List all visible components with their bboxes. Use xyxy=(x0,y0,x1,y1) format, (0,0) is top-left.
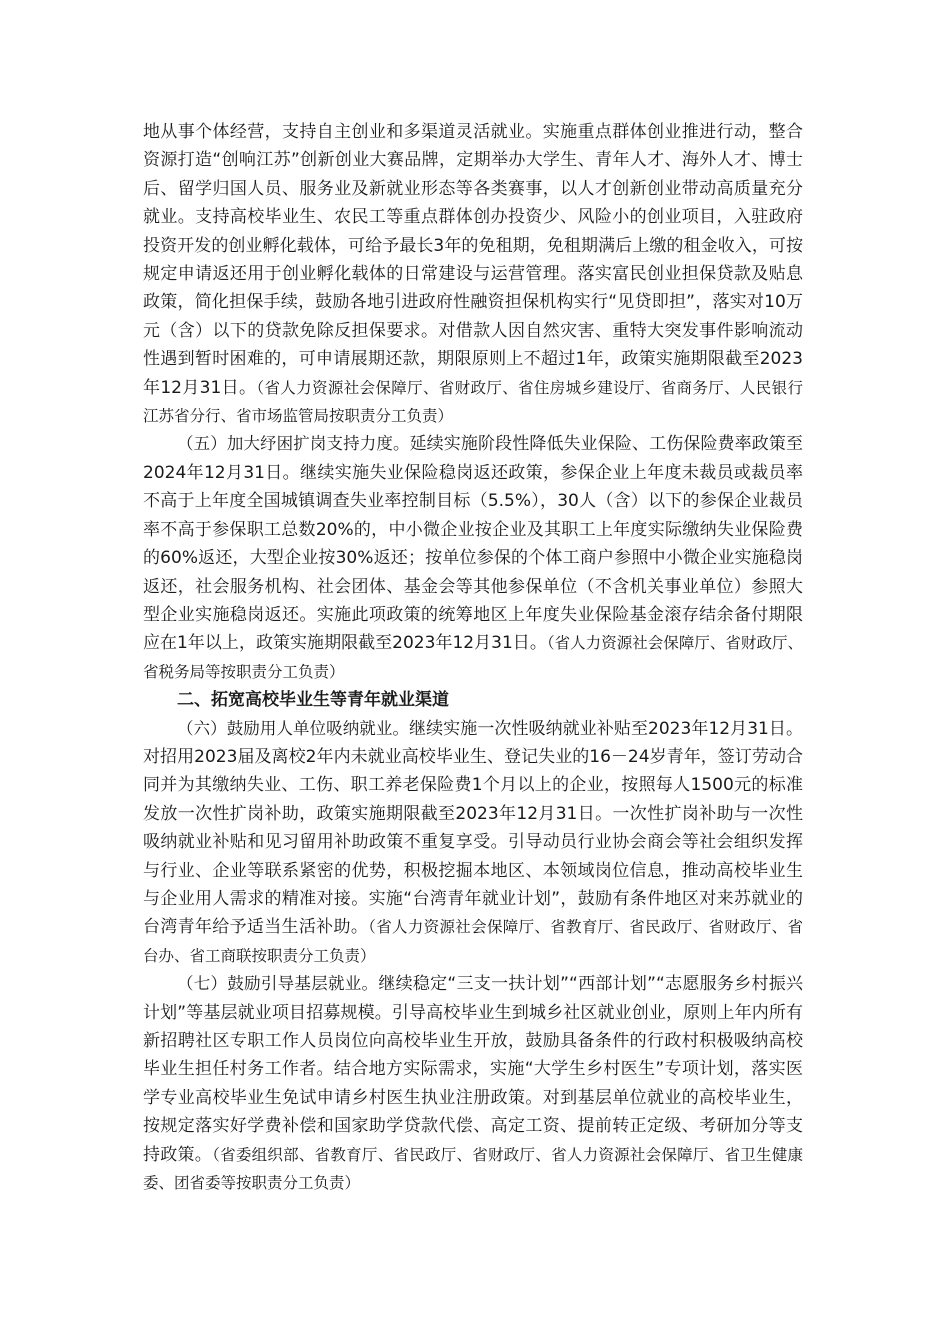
paragraph-text: 地从事个体经营，支持自主创业和多渠道灵活就业。实施重点群体创业推进行动，整合资源打造“创响江苏”创新创业大赛品牌，定期举办大学生、青年人才、海外人才、博士后、留学归国人员、服务业及新就业形态等各类赛事，以人才创新创业带动高质量充分就业。支持高校毕业生、农民工等重点群体创办投资少、风险小的创业项目，入驻政府投资开发的创业孵化载体，可给予最长3年的免租期，免租期满后上缴的租金收入，可按规定申请返还用于创业孵化载体的日常建设与运营管理。落实富民创业担保贷款及贴息政策，简化担保手续，鼓励各地引进政府性融资担保机构实行“见贷即担”，落实对10万元（含）以下的贷款免除反担保要求。对借款人因自然灾害、重特大突发事件影响流动性遇到暂时困难的，可申请展期还款，期限原则上不超过1年，政策实施期限截至2023年12月31日。 xyxy=(143,122,803,398)
paragraph-text: 继续实施一次性吸纳就业补贴至2023年12月31日。对招用2023届及离校2年内未就业高校毕业生、登记失业的16－24岁青年，签订劳动合同并为其缴纳失业、工伤、职工养老保险费1个月以上的企业，按照每人1500元的标准发放一次性扩岗补助，政策实施期限截至2023年12月31日。一次性扩岗补助与一次性吸纳就业补贴和见习留用补助政策不重复享受。引导动员行业协会商会等社会组织发挥与行业、企业等联系紧密的优势，积极挖掘本地区、本领域岗位信息，推动高校毕业生与企业用人需求的精准对接。实施“台湾青年就业计划”，鼓励有条件地区对来苏就业的台湾青年给予适当生活补助。 xyxy=(143,718,804,938)
section-heading: 二、拓宽高校毕业生等青年就业渠道 xyxy=(177,690,449,711)
responsible-departments: （省委组织部、省教育厅、省民政厅、省财政厅、省人力资源社会保障厅、省卫生健康委、团省委等按职责分工负责） xyxy=(143,1145,804,1193)
document-body xyxy=(143,118,803,1197)
responsible-departments: （省人力资源社会保障厅、省财政厅、省税务局等按职责分工负责） xyxy=(143,634,803,681)
paragraph-item-7 xyxy=(143,970,803,1197)
item-lead: （五）加大纾困扩岗支持力度。 xyxy=(177,434,410,454)
paragraph-text: 延续实施阶段性降低失业保险、工伤保险费率政策至2024年12月31日。继续实施失业保险稳岗返还政策，参保企业上年度未裁员或裁员率不高于上年度全国城镇调查失业率控制目标（5.5%），30人（含）以下的参保企业裁员率不高于参保职工总数20%的，中小微企业按企业及其职工上年度实际缴纳失业保险费的60%返还，大型企业按30%返还；按单位参保的个体工商户参照中小微企业实施稳岗返还，社会服务机构、社会团体、基金会等其他参保单位（不含机关事业单位）参照大型企业实施稳岗返还。实施此项政策的统筹地区上年度失业保险基金滚存结余备付期限应在1年以上，政策实施期限截至2023年12月31日。 xyxy=(143,434,804,654)
paragraph-item-5 xyxy=(143,430,803,686)
paragraph-text: 继续稳定“三支一扶计划”“西部计划”“志愿服务乡村振兴计划”等基层就业项目招募规模。引导高校毕业生到城乡社区就业创业，原则上年内所有新招聘社区专职工作人员岗位向高校毕业生开放，鼓励具备条件的行政村积极吸纳高校毕业生担任村务工作者。结合地方实际需求，实施“大学生乡村医生”专项计划，落实医学专业高校毕业生免试申请乡村医生执业注册政策。对到基层单位就业的高校毕业生，按规定落实好学费补偿和国家助学贷款代偿、高定工资、提前转正定级、考研加分等支持政策。 xyxy=(143,974,803,1165)
responsible-departments: （省人力资源社会保障厅、省财政厅、省住房城乡建设厅、省商务厅、人民银行江苏省分行、省市场监管局按职责分工负责） xyxy=(143,378,803,426)
item-lead: （七）鼓励引导基层就业。 xyxy=(177,974,379,994)
item-lead: （六）鼓励用人单位吸纳就业。 xyxy=(177,718,410,738)
paragraph-item-6 xyxy=(143,715,803,971)
paragraph-continued xyxy=(143,118,803,430)
responsible-departments: （省人力资源社会保障厅、省教育厅、省民政厅、省财政厅、省台办、省工商联按职责分工负责） xyxy=(143,918,803,965)
